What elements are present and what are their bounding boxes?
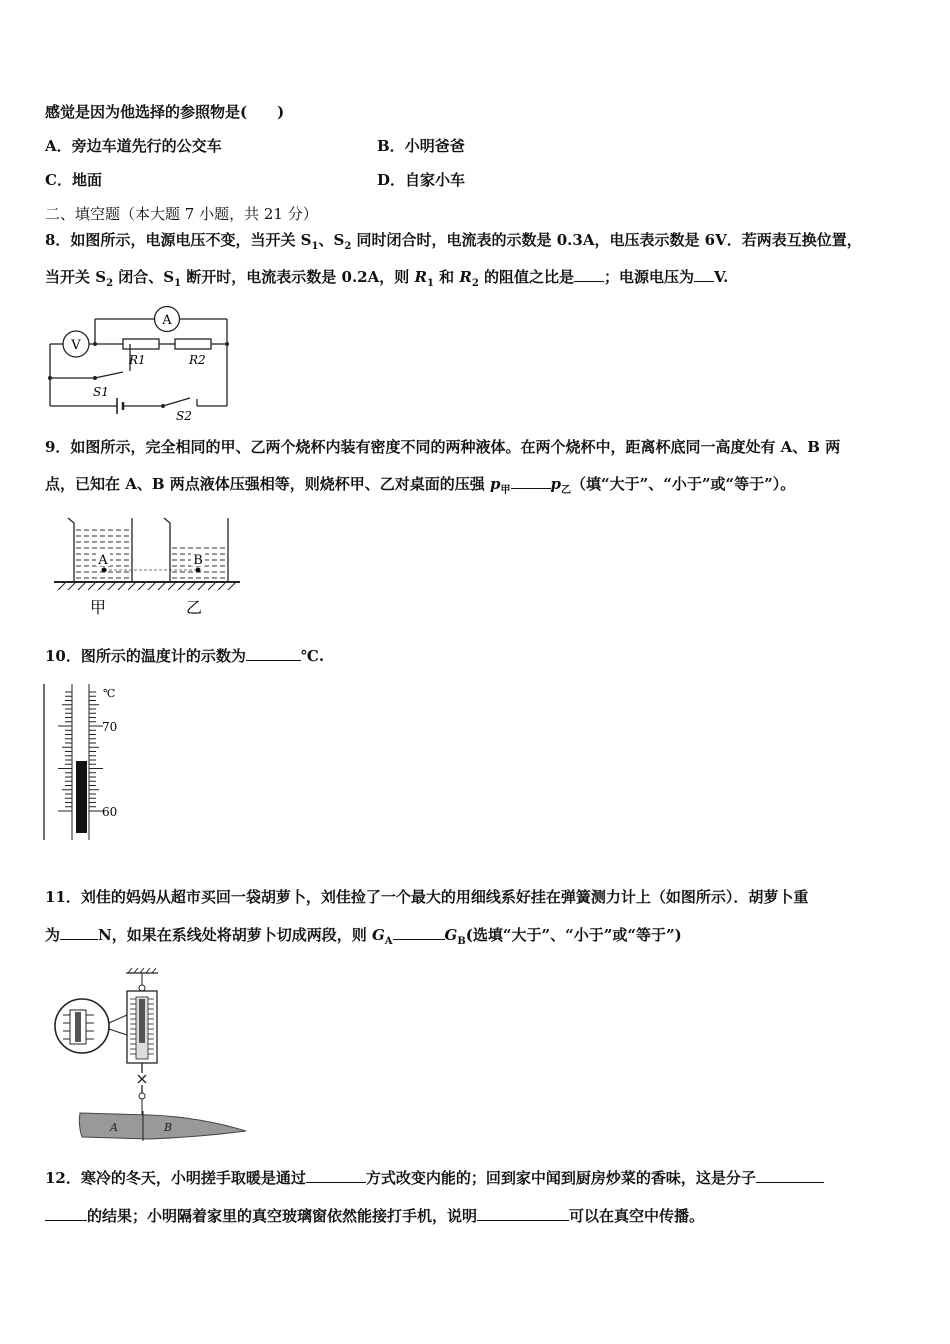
resistor-r2 (175, 339, 211, 349)
cup-yi-label: 乙 (185, 598, 203, 617)
q8-line-2: 当开关 $S_2$ 闭合、$S_1$ 断开时，电流表示数是 0.2A，则 $R_1$ 和 $R_2$ 的阻值之比是 ；电源电压为 V. (45, 268, 729, 289)
voltmeter-label: V (71, 338, 81, 353)
point-b-label: B (193, 553, 203, 568)
s2-label: S2 (176, 409, 192, 422)
q10-line-1: 10．图所示的温度计的示数为 ℃. (45, 647, 325, 665)
q9-line-1: 9．如图所示，完全相同的甲、乙两个烧杯内装有密度不同的两种液体。在两个烧杯中，距离杯底同一高度处有 A、B 两 (45, 438, 841, 456)
point-a (102, 568, 107, 573)
q9-line-2: 点，已知在 A、B 两点液体压强相等，则烧杯甲、乙对桌面的压强 $p_甲$ $p_乙$（填“大于”、“小于”或“等于”）。 (45, 475, 796, 496)
q12-wave-blank[interactable] (477, 1206, 569, 1221)
carrot-part-a: A (110, 1121, 118, 1134)
q8-line-1: 8．如图所示，电源电压不变，当开关 $S_1$、$S_2$ 同时闭合时，电流表的示数是 0.3A，电压表示数是 6V．若两表互换位置， (45, 231, 862, 252)
q11-line-1: 11．刘佳的妈妈从超市买回一袋胡萝卜，刘佳捡了一个最大的用细线系好挂在弹簧测力计上（如图所示）．胡萝卜重 (45, 888, 809, 906)
cup-jia-label: 甲 (89, 598, 107, 617)
q11-weight-blank[interactable] (60, 925, 98, 940)
point-b (196, 568, 201, 573)
q12-method-blank[interactable] (306, 1168, 366, 1183)
tick-60-label: 60 (102, 805, 118, 819)
q11-compare-blank[interactable] (393, 925, 445, 940)
carrot-part-b: B (164, 1121, 173, 1134)
q10-temperature-blank[interactable] (246, 646, 301, 661)
s1-label: S1 (93, 385, 109, 399)
resistor-r1 (123, 339, 159, 349)
q7-stem-tail: 感觉是因为他选择的参照物是( ) (45, 103, 285, 121)
q9-pressure-blank[interactable] (511, 474, 551, 489)
mercury-column (76, 761, 87, 833)
q7-option-d: D．自家小车 (377, 171, 466, 189)
switch-s2-lever (163, 398, 190, 406)
r2-label: R2 (189, 353, 206, 367)
q7-option-c: C．地面 (45, 171, 102, 189)
carrot-shape (79, 1113, 246, 1139)
q10-thermometer (43, 684, 128, 842)
unit-label: ℃ (103, 687, 116, 700)
ammeter-label: A (162, 313, 172, 328)
tick-70-label: 70 (102, 720, 118, 734)
q11-line-2: 为 N，如果在系线处将胡萝卜切成两段，则 $G_A$ $G_B$(选填“大于”、“小于”或“等于”) (45, 926, 682, 947)
section-2-title: 二、填空题（本大题 7 小题，共 21 分） (45, 205, 318, 223)
q12-line-1: 12．寒冷的冬天，小明搓手取暖是通过 方式改变内能的；回到家中闻到厨房炒菜的香味，这是分子 (45, 1167, 824, 1189)
q9-beakers-diagram (52, 510, 242, 620)
switch-s1-lever (95, 372, 123, 378)
q12-line-2: 的结果；小明隔着家里的真空玻璃窗依然能接打手机，说明 可以在真空中传播。 (45, 1205, 704, 1227)
point-a-label: A (98, 553, 108, 568)
q7-option-a: A．旁边车道先行的公交车 (45, 137, 222, 155)
q8-voltage-blank[interactable] (694, 267, 714, 282)
q8-circuit-diagram (45, 302, 240, 422)
q12-molecule-blank-part2[interactable] (45, 1206, 87, 1221)
q8-ratio-blank[interactable] (574, 267, 604, 282)
q7-option-b: B．小明爸爸 (377, 137, 465, 155)
q12-molecule-blank-part1[interactable] (756, 1168, 824, 1183)
q11-spring-scale-diagram (50, 965, 250, 1145)
r1-label: R1 (129, 353, 146, 367)
